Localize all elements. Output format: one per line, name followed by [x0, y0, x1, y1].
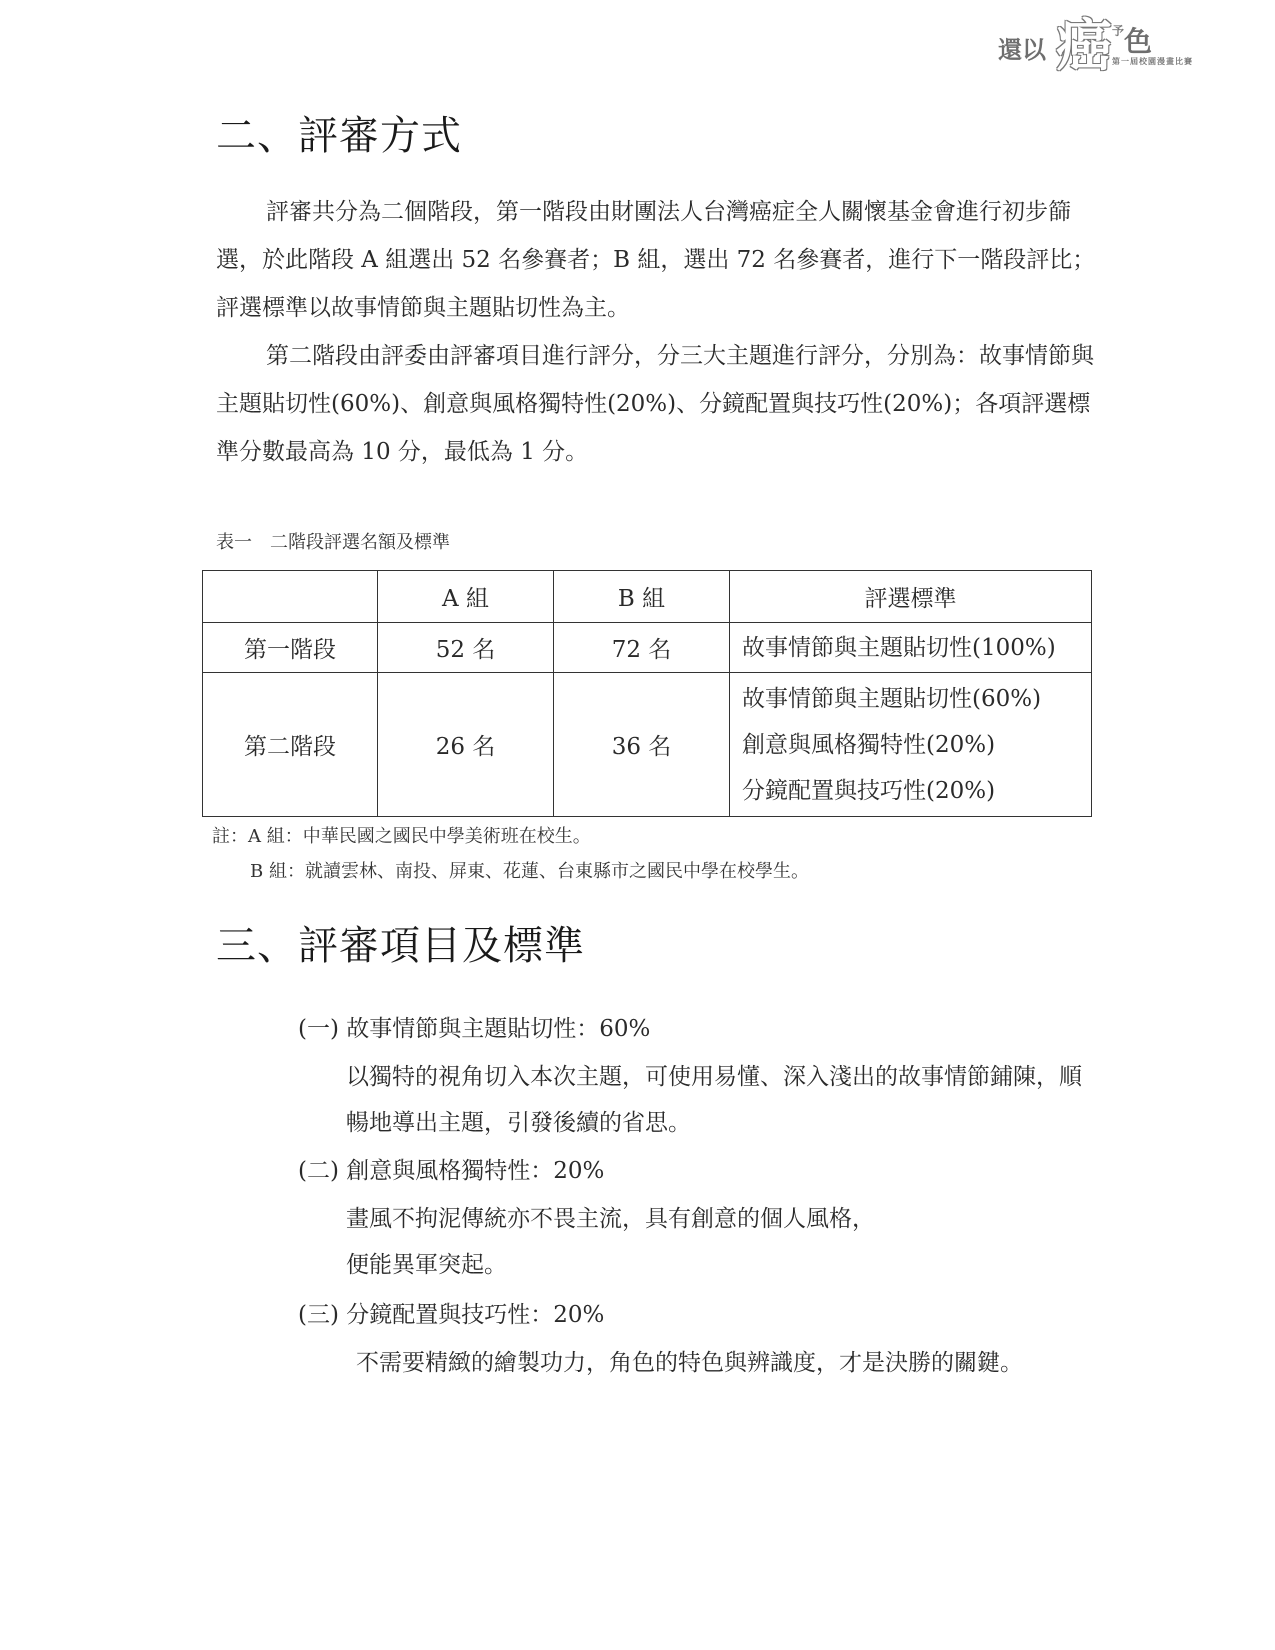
- item-2-heading: (二) 創意與風格獨特性：20%: [298, 1158, 605, 1184]
- group-b-cell: 72 名: [554, 623, 730, 673]
- header-group-a: A 組: [378, 571, 554, 623]
- stage-cell: 第二階段: [203, 673, 378, 817]
- header-group-b: B 組: [554, 571, 730, 623]
- group-a-cell: 52 名: [378, 623, 554, 673]
- header-criteria: 評選標準: [730, 571, 1092, 623]
- item-1-heading: (一) 故事情節與主題貼切性：60%: [298, 1016, 651, 1042]
- criteria-line: 創意與風格獨特性(20%): [742, 731, 996, 758]
- logo-text-2: 癌: [1056, 14, 1112, 79]
- criteria-line: 故事情節與主題貼切性(100%): [742, 634, 1056, 661]
- stage-cell: 第一階段: [203, 623, 378, 673]
- section-3-title: 三、評審項目及標準: [216, 923, 585, 969]
- table-row: [203, 673, 1092, 817]
- table-note-1: 註：A 組：中華民國之國民中學美術班在校生。: [212, 826, 591, 847]
- table-caption: 表一 二階段評選名額及標準: [216, 532, 450, 553]
- group-a-cell: 26 名: [378, 673, 554, 817]
- section-2-paragraph-1: [216, 188, 1096, 332]
- criteria-line: 故事情節與主題貼切性(60%): [742, 685, 1042, 712]
- paragraph-2-text: 第二階段由評委由評審項目進行評分，分三大主題進行評分，分別為：故事情節與主題貼切性(60%)、創意與風格獨特性(20%)、分鏡配置與技巧性(20%)；各項評選標準分數最高為 10 分，最低為 1 分。: [216, 343, 1094, 465]
- logo-text-3: 予: [1112, 24, 1125, 38]
- paragraph-1-text: 評審共分為二個階段，第一階段由財團法人台灣癌症全人關懷基金會進行初步篩選，於此階段 A 組選出 52 名參賽者；B 組，選出 72 名參賽者，進行下一階段評比；評選標準以故事情節與主題貼切性為主。: [216, 199, 1096, 321]
- selection-table: [202, 570, 1092, 817]
- header-empty: [203, 571, 378, 623]
- group-b-cell: 36 名: [554, 673, 730, 817]
- item-3-body: 不需要精緻的繪製功力，角色的特色與辨識度，才是決勝的關鍵。: [356, 1350, 1023, 1376]
- item-3-heading: (三) 分鏡配置與技巧性：20%: [298, 1302, 605, 1328]
- logo-text-1: 還以: [998, 36, 1046, 64]
- item-2-body-line-1: 畫風不拘泥傳統亦不畏主流，具有創意的個人風格，: [346, 1206, 875, 1232]
- table-header-row: [203, 571, 1092, 623]
- criteria-cell: [730, 623, 1092, 673]
- table-row: [203, 623, 1092, 673]
- item-1-body: 以獨特的視角切入本次主題，可使用易懂、深入淺出的故事情節鋪陳，順暢地導出主題，引發後續的省思。: [346, 1064, 1082, 1136]
- contest-logo: [990, 4, 1215, 79]
- section-2-paragraph-2: [216, 332, 1096, 476]
- table-note-2: B 組：就讀雲林、南投、屏東、花蓮、台東縣市之國民中學在校學生。: [250, 861, 809, 882]
- item-2-body-line-2: 便能異軍突起。: [346, 1252, 507, 1278]
- section-2-title: 二、評審方式: [216, 113, 462, 159]
- criteria-cell: [730, 673, 1092, 817]
- criteria-line: 分鏡配置與技巧性(20%): [742, 777, 996, 804]
- logo-text-4: 色: [1124, 25, 1153, 58]
- logo-subtitle: 第一屆校園漫畫比賽: [1112, 57, 1193, 66]
